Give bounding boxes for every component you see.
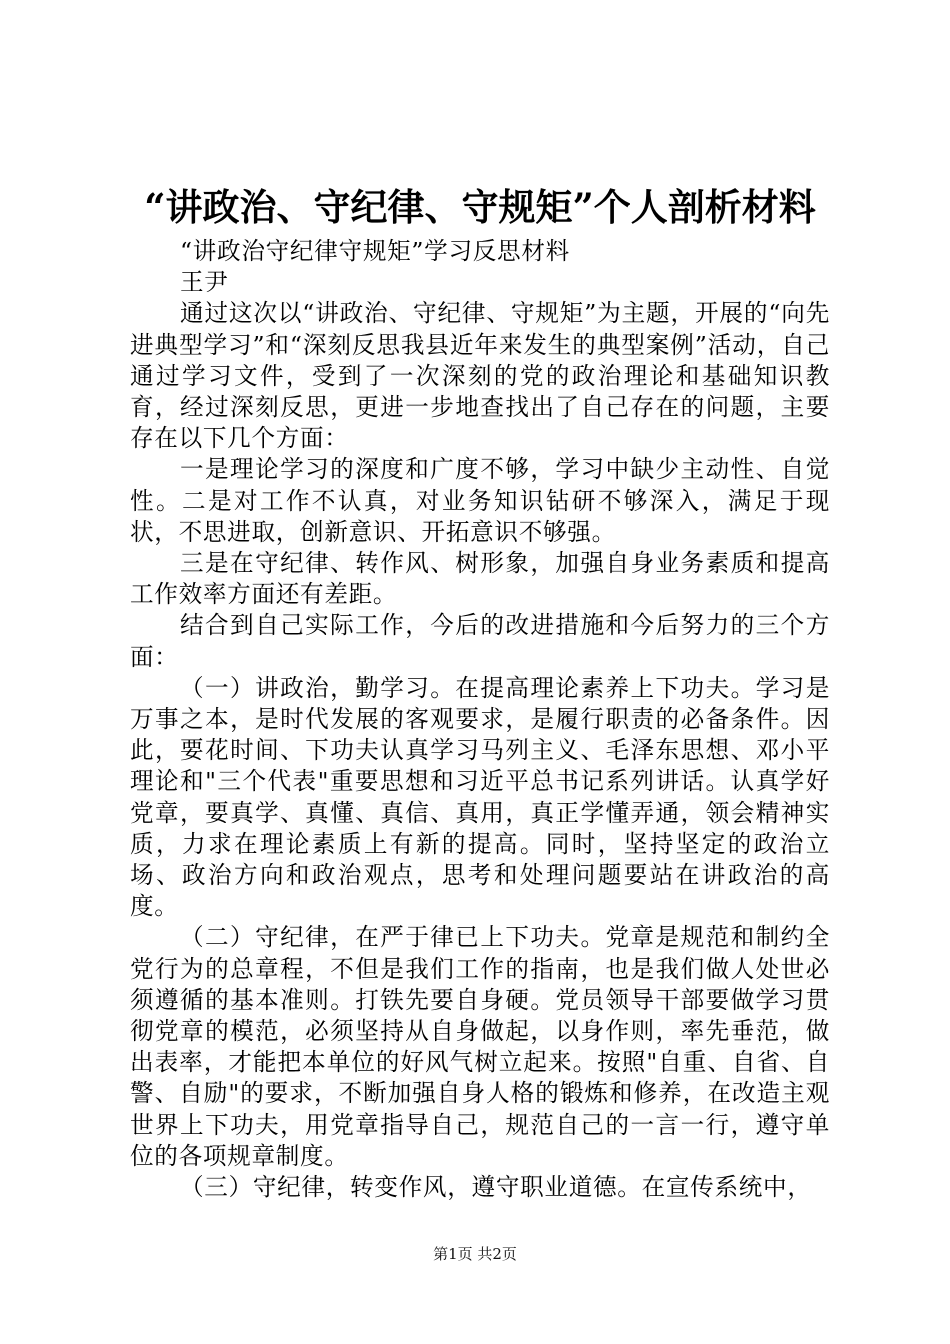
document-title: “讲政治、守纪律、守规矩”个人剖析材料: [144, 185, 816, 229]
document-author: 王尹: [180, 268, 229, 297]
document-body: [130, 236, 830, 1203]
paragraph-intro: 通过这次以“讲政治、守纪律、守规矩”为主题，开展的“向先进典型学习”和“深刻反思我县近年来发生的典型案例”活动，自己通过学习文件，受到了一次深刻的党的政治理论和基础知识教育，经过深刻反思，更进一步地查找出了自己存在的问题，主要存在以下几个方面：: [130, 299, 830, 453]
page-number: 第1页 共2页: [433, 1245, 517, 1263]
paragraph-problems-1-2: 一是理论学习的深度和广度不够，学习中缺少主动性、自觉性。二是对工作不认真，对业务知识钻研不够深入，满足于现状，不思进取，创新意识、开拓意识不够强。: [130, 455, 830, 546]
paragraph-measure-1: （一）讲政治，勤学习。在提高理论素养上下功夫。学习是万事之本，是时代发展的客观要求，是履行职责的必备条件。因此，要花时间、下功夫认真学习马列主义、毛泽东思想、邓小平理论和"三个代表"重要思想和习近平总书记系列讲话。认真学好党章，要真学、真懂、真信、真用，真正学懂弄通，领会精神实质，力求在理论素质上有新的提高。同时，坚持坚定的政治立场、政治方向和政治观点，思考和处理问题要站在讲政治的高度。: [130, 673, 830, 921]
paragraph-measure-2: （二）守纪律，在严于律已上下功夫。党章是规范和制约全党行为的总章程，不但是我们工作的指南，也是我们做人处世必须遵循的基本准则。打铁先要自身硬。党员领导干部要做学习贯彻党章的模范，必须坚持从自身做起，以身作则，率先垂范，做出表率，才能把本单位的好风气树立起来。按照"自重、自省、自警、自励"的要求，不断加强自身人格的锻炼和修养，在改造主观世界上下功夫，用党章指导自己，规范自己的一言一行，遵守单位的各项规章制度。: [130, 923, 830, 1170]
paragraph-measures-intro: 结合到自己实际工作，今后的改进措施和今后努力的三个方面：: [130, 611, 830, 671]
paragraph-problem-3: 三是在守纪律、转作风、树形象，加强自身业务素质和提高工作效率方面还有差距。: [130, 549, 830, 609]
document-subtitle: “讲政治守纪律守规矩”学习反思材料: [180, 237, 570, 265]
paragraph-measure-3: （三）守纪律，转变作风，遵守职业道德。在宣传系统中，: [180, 1173, 812, 1202]
